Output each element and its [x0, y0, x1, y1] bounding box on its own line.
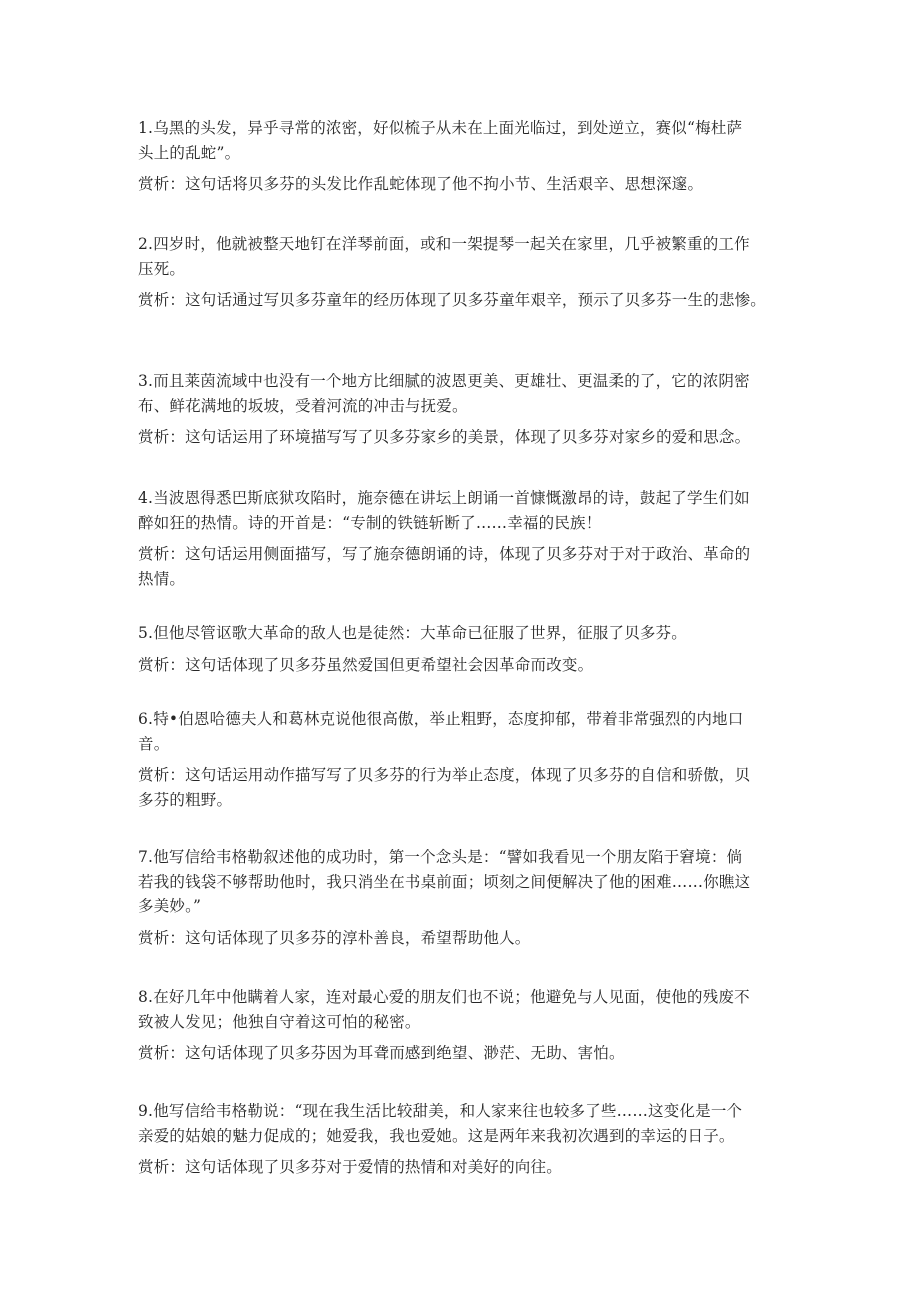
sentence-line: 2.四岁时，他就被整天地钉在洋琴前面，或和一架提琴一起关在家里，几乎被繁重的工作	[138, 235, 750, 253]
sentence-text	[138, 985, 798, 1034]
analysis-text	[138, 1155, 798, 1180]
analysis-line: 赏析：这句话体现了贝多芬因为耳聋而感到绝望、渺茫、无助、害怕。	[138, 1044, 625, 1062]
analysis-text	[138, 542, 798, 591]
analysis-line: 赏析：这句话运用动作描写写了贝多芬的行为举止态度，体现了贝多芬的自信和骄傲，贝	[138, 766, 751, 784]
sentence-item-7	[138, 845, 798, 950]
analysis-line: 赏析：这句话运用了环境描写写了贝多芬家乡的美景，体现了贝多芬对家乡的爱和思念。	[138, 428, 751, 446]
sentence-item-2	[138, 232, 798, 313]
sentence-item-1	[138, 116, 798, 197]
sentence-text	[138, 845, 798, 919]
sentence-text	[138, 232, 798, 281]
analysis-text	[138, 172, 798, 197]
sentence-item-3	[138, 369, 798, 450]
sentence-line: 头上的乱蛇”。	[138, 143, 241, 162]
sentence-line: 4.当波恩得悉巴斯底狱攻陷时，施奈德在讲坛上朗诵一首慷慨激昂的诗，鼓起了学生们如	[138, 489, 750, 507]
analysis-line: 赏析：这句话体现了贝多芬虽然爱国但更希望社会因革命而改变。	[138, 655, 594, 674]
sentence-item-6	[138, 707, 798, 812]
analysis-text	[138, 926, 798, 951]
sentence-text	[138, 621, 798, 646]
sentence-line: 若我的钱袋不够帮助他时，我只消坐在书桌前面；顷刻之间便解决了他的困难……你瞧这	[138, 872, 751, 891]
sentence-item-5	[138, 621, 798, 677]
analysis-text	[138, 288, 798, 313]
analysis-line: 赏析：这句话体现了贝多芬对于爱情的热情和对美好的向往。	[138, 1158, 562, 1176]
analysis-text	[138, 1041, 798, 1066]
analysis-line: 赏析：这句话将贝多芬的头发比作乱蛇体现了他不拘小节、生活艰辛、思想深邃。	[138, 175, 704, 193]
analysis-text	[138, 425, 798, 450]
sentence-line: 5.但他尽管讴歌大革命的敌人也是徒然：大革命已征服了世界，征服了贝多芬。	[138, 624, 687, 642]
analysis-line: 赏析：这句话通过写贝多芬童年的经历体现了贝多芬童年艰辛，预示了贝多芬一生的悲惨。	[138, 291, 767, 309]
sentence-item-8	[138, 985, 798, 1066]
sentence-item-4	[138, 486, 798, 591]
sentence-item-9	[138, 1099, 798, 1180]
sentence-line: 致被人发见；他独自守着这可怕的秘密。	[138, 1012, 421, 1031]
sentence-text	[138, 707, 798, 756]
analysis-line: 赏析：这句话运用侧面描写，写了施奈德朗诵的诗，体现了贝多芬对于对于政治、革命的	[138, 545, 751, 563]
sentence-line: 多美妙。”	[138, 897, 202, 915]
sentence-line: 音。	[138, 734, 170, 753]
analysis-text	[138, 653, 798, 678]
sentence-line: 8.在好几年中他瞒着人家，连对最心爱的朋友们也不说；他避免与人见面，使他的残废不	[138, 988, 750, 1006]
analysis-line: 赏析：这句话体现了贝多芬的淳朴善良，希望帮助他人。	[138, 928, 531, 947]
sentence-line: 压死。	[138, 259, 186, 278]
analysis-line: 热情。	[138, 569, 186, 588]
sentence-line: 1.乌黑的头发，异乎寻常的浓密，好似梳子从未在上面光临过，到处逆立，赛似“梅杜萨	[138, 119, 743, 137]
sentence-line: 3.而且莱茵流域中也没有一个地方比细腻的波恩更美、更雄壮、更温柔的了，它的浓阴密	[138, 372, 750, 390]
sentence-text	[138, 116, 798, 165]
sentence-line: 9.他写信给韦格勒说：“现在我生活比较甜美，和人家来往也较多了些……这变化是一个	[138, 1102, 743, 1120]
analysis-line: 多芬的粗野。	[138, 790, 233, 809]
sentence-line: 亲爱的姑娘的魅力促成的；她爱我，我也爱她。这是两年来我初次遇到的幸运的日子。	[138, 1126, 735, 1145]
sentence-line: 6.特•伯恩哈德夫人和葛林克说他很高傲，举止粗野，态度抑郁，带着非常强烈的内地口	[138, 710, 744, 728]
sentence-line: 布、鲜花满地的坂坡，受着河流的冲击与抚爱。	[138, 396, 468, 415]
sentence-line: 醉如狂的热情。诗的开首是：“专制的铁链斩断了……幸福的民族！	[138, 513, 602, 532]
sentence-text	[138, 486, 798, 535]
analysis-text	[138, 763, 798, 812]
sentence-text	[138, 1099, 798, 1148]
sentence-line: 7.他写信给韦格勒叙述他的成功时，第一个念头是：“譬如我看见一个朋友陷于窘境：倘	[138, 848, 743, 866]
sentence-text	[138, 369, 798, 418]
